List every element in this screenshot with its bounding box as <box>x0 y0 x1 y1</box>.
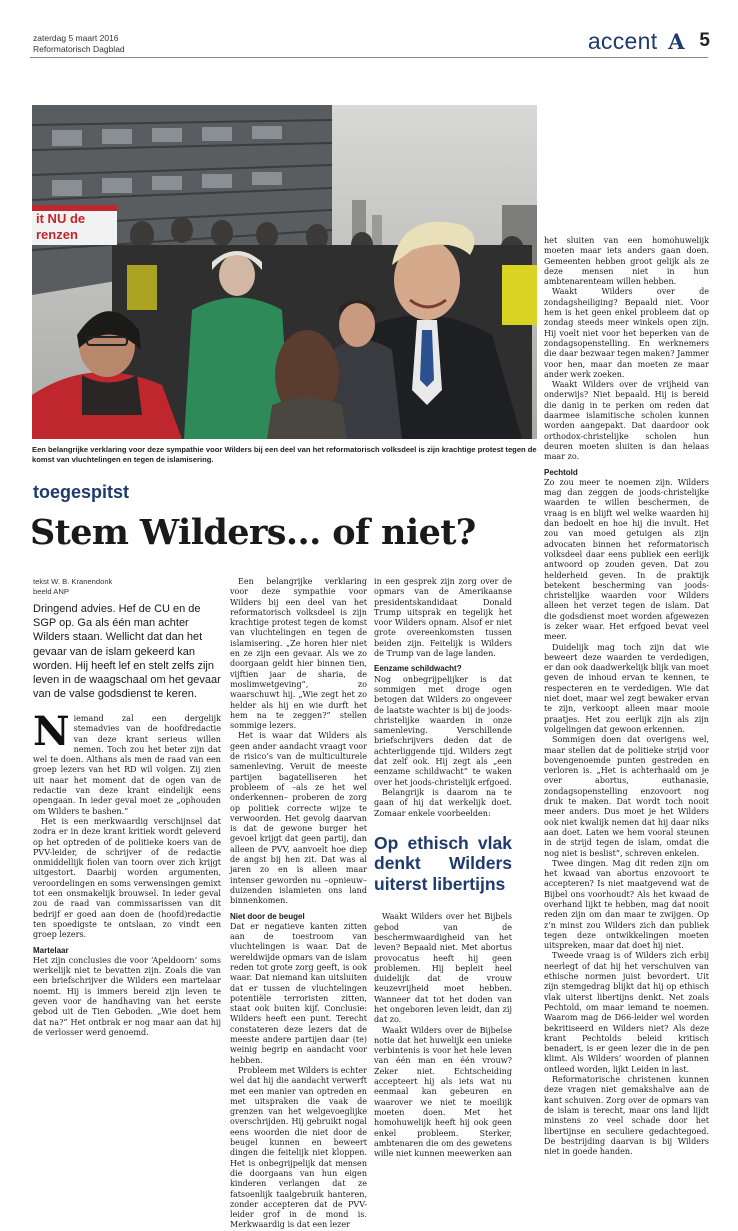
subheading: Pechtold <box>544 467 578 477</box>
paragraph: Twee dingen. Mag dit reden zijn om het kwaad van abortus enzovoort te accepteren? Is niet maatgevend wat de Bijbel ons voorhoudt? Als het kwaad de overhand lijkt te hebben, mag dat nooit reden zijn om dan maar te zwijgen. Op z’n minst zou Wilders zich dan publiek tegen deze ontwikkelingen moeten uitspreken, maar dat doet hij niet. <box>544 858 709 951</box>
byline <box>33 577 112 597</box>
subheading: Eenzame schildwacht? <box>374 664 462 674</box>
section-header <box>588 28 710 54</box>
page-number: 5 <box>699 30 710 51</box>
article-intro: Dringend advies. Hef de CU en de SGP op. Ga als één man achter Wilders staan. Wellicht dat dan het gevaar van de islam gekeerd kan worden. Hij heeft lef en stelt zelfs zijn leven in de waagschaal om het gevaar van de valse godsdienst te keren. <box>33 603 221 701</box>
article-photo <box>32 105 537 439</box>
paragraph: Sommigen doen dat overigens wel, maar stellen dat de politieke strijd voor bovengenoemde punten gestreden en verloren is. „Het is achterhaald om je over abortus, euthanasie, zondagsopenstelling enzovoort nog druk te maken. Dat wordt toch nooit meer anders. Dus moet je het Wilders ook niet kwalijk nemen dat hij daar niks aan doet. Laten we hem vooral steunen in de strijd tegen de islam, omdat die nog niet is beslist”, schreven enkelen. <box>544 735 709 858</box>
paragraph: iemand zal een dergelijk stemadvies van de hoofdredactie van deze krant serieus willen nemen. Toch zou het beter zijn dat wel te doen. Althans als men de raad van een groep lezers van het RD wil volgen. Zij zien uit naar het moment dat de ogen van de redactie van deze krant eindelijk eens opengaan. In ieder geval moet ze „ophouden om Wilders te bashen.” <box>33 714 221 816</box>
paragraph: Een belangrijke verklaring voor deze sympathie voor Wilders bij een deel van het reformatorisch volksdeel is zijn krachtige protest tegen de komst van vluchtelingen en tegen de islamisering. „Ze horen hier niet en ze zijn een gevaar. Als we zo doorgaan geldt hier binnen tien, vijftien jaar de sharia, de moslimwetgeving”, zo waarschuwt hij. „Wie zegt het zo helder als hij en wie durft het hem na te zeggen?” stellen sommige lezers. <box>230 577 367 731</box>
paragraph: Waakt Wilders over de Bijbelse notie dat het huwelijk een unieke verbintenis is voor het hele leven van één man en één vrouw? Zeker niet. Echtscheiding accepteert hij als iets wat nu eenmaal kan gebeuren en waarover we niet te moeilijk moeten doen. Met het homohuwelijk heeft hij ook geen enkel probleem. Sterker, ambtenaren die om des gewetens wille niet kunnen meewerken aan <box>374 1025 512 1159</box>
paragraph: Waakt Wilders over de vrijheid van onderwijs? Niet bepaald. Hij is bereid die danig in te perken om reden dat daarmee islamitische scholen kunnen worden aangepakt. Dat daardoor ook orthodox-christelijke scholen hun deuren moeten sluiten is dan helaas maar zo. <box>544 380 709 462</box>
paragraph: Het is waar dat Wilders als geen ander aandacht vraagt voor de risico’s van de multiculturele samenleving. Veruit de meeste partijen bagatelliseren het probleem of –als ze het wel onderkennen– proberen de zorg op politiek correcte wijze te verwoorden. Het gevolg daarvan is dat de gewone burger het gevoel krijgt dat geen partij, dan alleen de PVV, aanvoelt hoe diep de angst bij hen zit. Dat was al jaren zo en is alleen maar intenser geworden nu –opnieuw– duizenden islamieten ons land binnenkomen. <box>230 731 367 906</box>
paragraph: Belangrijk is daarom na te gaan of hij dat werkelijk doet. Zomaar enkele voorbeelden: <box>374 787 512 818</box>
subheading: Martelaar <box>33 945 69 955</box>
masthead <box>33 33 125 55</box>
section-logo: A <box>668 28 685 54</box>
paragraph: Het is een merkwaardig verschijnsel dat zodra er in deze krant kritiek wordt geleverd op het optreden of de politieke koers van de PVV-leider, de schrijver of de redactie onmiddellijk fiolen van toorn over zich krijgt uitgestort. Daarbij worden argumenten, veroordelingen en soms verwensingen gemixt tot een onsmakelijk brouwsel. In ieder geval zou de raad van commissarissen van dit bedrijf er goed aan doen de (hoofd)redactie ten spoedigste te ontslaan, zo vindt een groep lezers. <box>33 816 221 940</box>
paragraph: Dat er negatieve kanten zitten aan de toestroom van vluchtelingen is waar. Dat de wereldwijde opmars van de islam reden tot grote zorg geeft, is ook waar. Dat niemand kan uitsluiten dat er tussen de vluchtelingen potentiële terroristen zitten, staat ook buiten kijf. Conclusie: Wilders heeft een punt. Terecht constateren deze lezers dat de meeste andere partijen daar (te) weinig begrip en aandacht voor hebben. <box>230 921 367 1065</box>
paragraph: Zo zou meer te noemen zijn. Wilders mag dan zeggen de joods-christelijke waarden te willen beschermen, de vraag is en blijft wel welke waarden hij dan bedoelt en hoe hij die invult. Het zou van moed getuigen als zijn advocaten binnen het reformatorisch volksdeel daar eens publiek een eerlijk antwoord op zouden geven. Dat zou helderheid geven. In de praktijk betekent bescherming van joods-christelijke waarden voor Wilders alleen het verzet tegen de islam. Dat die godsdienst moet worden afgewezen is zeker waar. Het erfgoed bevat veel meer. <box>544 477 709 642</box>
subheading: Niet door de beugel <box>230 911 305 921</box>
issue-date: zaterdag 5 maart 2016 <box>33 33 119 43</box>
section-name: accent <box>587 27 658 54</box>
paragraph: Waakt Wilders over de zondagsheiliging? Bepaald niet. Voor hem is het geen enkel probleem dat op zondag steeds meer winkels open zijn. Hij voelt niet voor het beperken van de zondagsopenstelling. En werknemers die daar bezwaar tegen maken? Jammer voor hen, maar dan moeten ze maar ander werk zoeken. <box>544 287 709 379</box>
article-column-3 <box>374 577 512 1159</box>
pull-quote: Op ethisch vlak denkt Wilders uiterst libertijns <box>374 832 512 894</box>
paragraph: in een gesprek zijn zorg over de opmars van de Amerikaanse presidentskandidaat Donald Trump uitsprak en tegelijk het voor Wilders opnam. Alsof er niet grote overeenkomsten tussen beiden zijn. Feitelijk is Wilders de Trump van de lage landen. <box>374 577 512 659</box>
article-column-1 <box>33 708 221 1038</box>
paragraph: Waakt Wilders over het Bijbels gebod van de beschermwaardigheid van het leven? Bepaald niet. Met abortus provocatus heeft hij geen problemen. Hij bepleit heel duidelijk dat de vrouw keuzevrijheid moet hebben. Wanneer dat tot het doden van het ongeboren leven leidt, dan zij dat zo. <box>374 912 512 1025</box>
byline-photographer: beeld ANP <box>33 587 69 596</box>
article-kicker: toegespitst <box>33 482 130 502</box>
header-divider <box>30 57 708 58</box>
newspaper-name: Reformatorisch Dagblad <box>33 44 125 54</box>
paragraph: Reformatorische christenen kunnen deze vragen niet gemakshalve aan de kant schuiven. Zorg over de opmars van de islam is terecht, maar ons land lijdt minstens zo veel schade door het libertijnse en seculiere gedachtegoed. De bestrijding daarvan is bij Wilders niet in goede handen. <box>544 1075 709 1157</box>
article-column-2 <box>230 577 367 1231</box>
paragraph: Probleem met Wilders is echter wel dat hij die aandacht verwerft met een manier van optreden en met uitspraken die vaak de grenzen van het welgevoeglijke overschrijden. Hij gebruikt nogal eens woorden die niet door de beugel kunnen en beweert dingen die feitelijk niet kloppen. Het is onbegrijpelijk dat mensen die doorgaans van hun eigen kinderen verlangen dat ze fatsoenlijk taalgebruik hanteren, zonder accepteren dat de PVV-leider grof in de mond is. Merkwaardig is dat een lezer <box>230 1065 368 1230</box>
banner-text-1: it NU de <box>36 211 86 226</box>
paragraph: Het zijn conclusies die voor ‘Apeldoorn’ soms werkelijk niet te bevatten zijn. Zoals die van een briefschrijver die Wilders een martelaar noemt. Hij is immers bereid zijn leven te geven voor de handhaving van het eerste gebod uit de Tien Geboden. „Wie doet hem dat na?” Het ontbrak er nog maar aan dat hij de verlosser werd genoemd. <box>33 955 221 1037</box>
drop-cap: N <box>33 708 70 755</box>
paragraph: Tweede vraag is of Wilders zich erbij neerlegt of dat hij het verschuiven van ethische normen juist bevordert. Uit zijn stemgedrag blijkt dat hij op ethisch vlak uiterst libertijns denkt. Net zoals Pechtold, om maar iemand te noemen. Waarom mag de D66-leider wel worden bekritiseerd en Wilders niet? Als deze krant Pechtolds beleid kritisch benadert, is er geen lezer die in de pen klimt. Als Wilders’ woorden of plannen ontleed worden, lijkt Leiden in last. <box>544 951 709 1074</box>
photo-caption: Een belangrijke verklaring voor deze sympathie voor Wilders bij een deel van het reformatorisch volksdeel is zijn krachtige protest tegen de komst van vluchtelingen en tegen de islamisering. <box>32 445 537 464</box>
paragraph: Duidelijk mag toch zijn dat wie beweert deze waarden te verdedigen, er dan ook daadwerkelijk blijk van moet geven de inhoud ervan te kennen, te respecteren en te verdedigen. Wie dat niet doet, maar wel zegt bewaker ervan te zijn, verkoopt alleen maar mooie praatjes. Het zou eerlijk zijn als zijn volgelingen dat gewoon erkennen. <box>544 642 709 734</box>
banner-text-2: renzen <box>36 227 78 242</box>
article-column-4 <box>544 236 709 1157</box>
crowd-photo-illustration <box>32 105 537 439</box>
byline-author: tekst W. B. Kranendonk <box>33 577 113 586</box>
paragraph: het sluiten van een homohuwelijk moeten maar iets anders gaan doen. Gemeenten hebben groot gelijk als ze deze mensen niet in hun ambtenarenteam willen hebben. <box>544 236 709 287</box>
article-headline: Stem Wilders... of niet? <box>30 512 476 553</box>
paragraph: Nog onbegrijpelijker is dat sommigen met droge ogen betogen dat Wilders zo ongeveer de laatste wachter is bij de joods-christelijke waarden in onze samenleving. Verschillende briefschrijvers deden dat de achterliggende tijd. Wilders zegt dat zelf ook. Hij zegt als „een eenzame schildwacht” te waken over het joods-christelijk erfgoed. <box>374 674 512 787</box>
